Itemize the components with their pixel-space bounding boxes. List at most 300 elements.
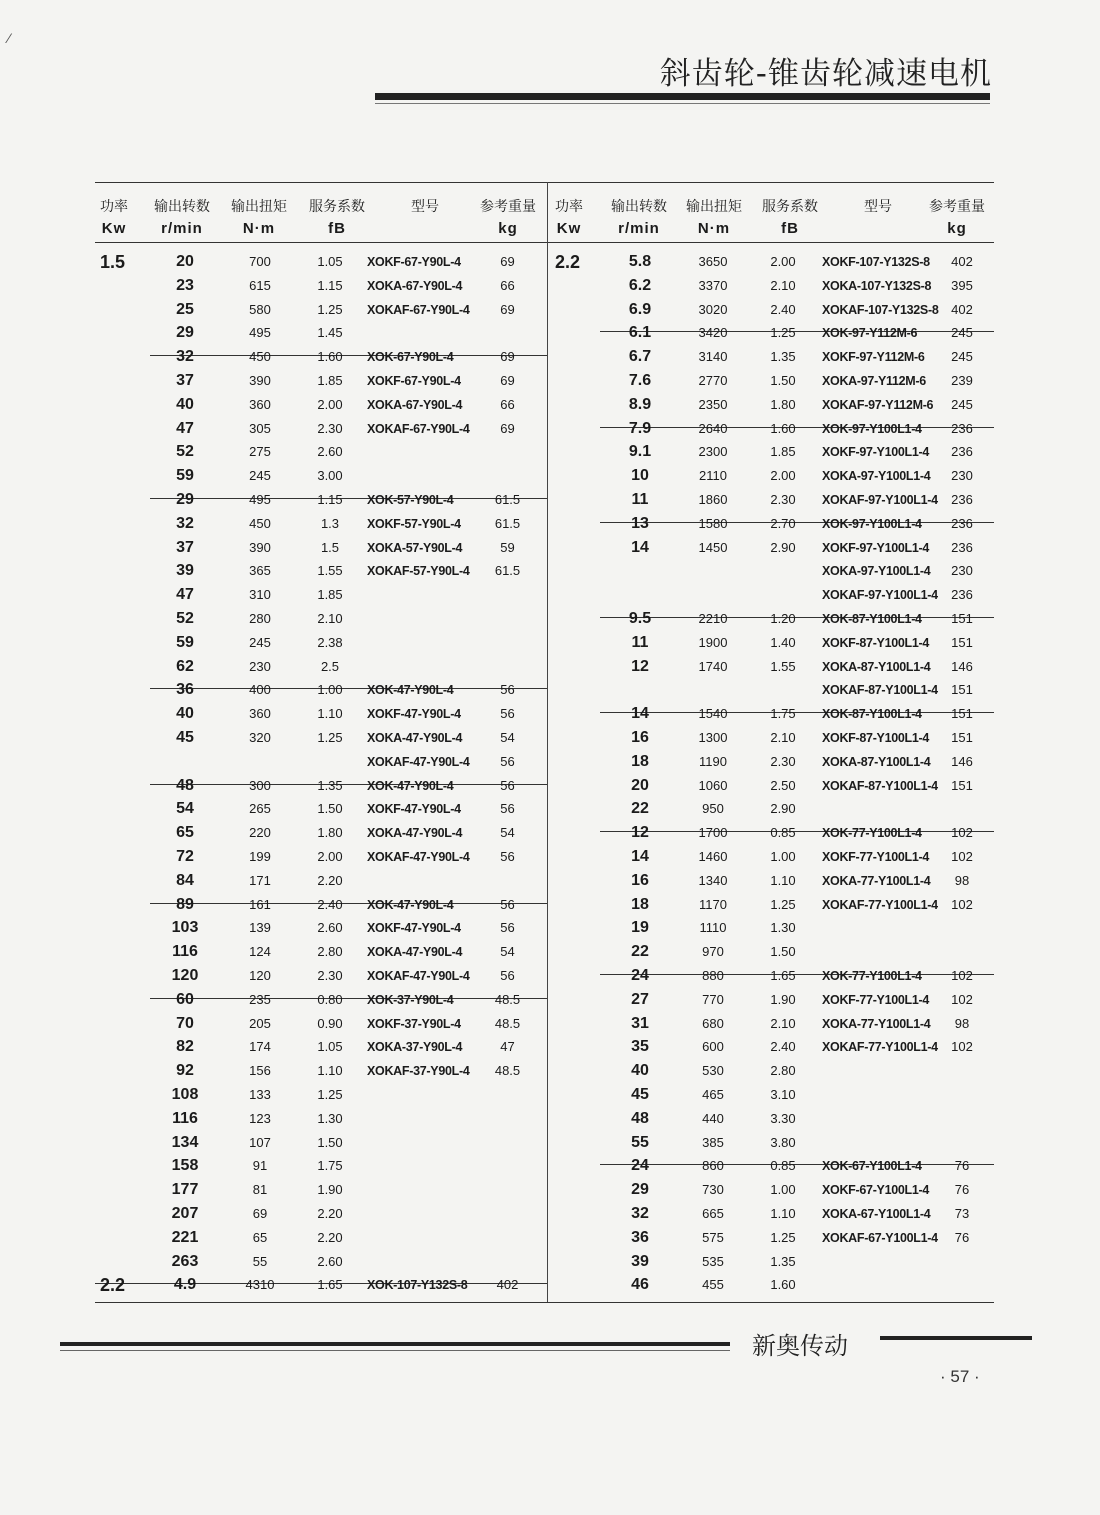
cell-model: XOKAF-97-Y100L1-4 — [822, 493, 938, 507]
table-row — [548, 369, 994, 393]
cell-rpm: 47 — [176, 586, 194, 604]
cell-rpm: 60 — [176, 990, 194, 1008]
cell-kg: 102 — [951, 896, 973, 912]
cell-model: XOKA-57-Y90L-4 — [367, 540, 463, 555]
table-row — [95, 821, 547, 845]
cell-rpm: 48 — [631, 1109, 649, 1127]
cell-model: XOKAF-97-Y112M-6 — [822, 397, 934, 412]
cell-rpm: 14 — [631, 848, 649, 865]
cell-fb: 2.10 — [770, 730, 796, 745]
cell-nm: 950 — [702, 801, 724, 817]
cell-rpm: 13 — [631, 514, 649, 532]
cell-fb: 1.15 — [317, 492, 343, 507]
cell-fb: 1.00 — [317, 682, 343, 698]
cell-nm: 265 — [249, 801, 271, 817]
cell-model: XOKA-77-Y100L1-4 — [822, 873, 931, 888]
cell-fb: 2.10 — [770, 277, 796, 293]
cell-kg: 236 — [951, 444, 973, 460]
cell-fb: 2.40 — [770, 1039, 796, 1055]
header-kw: 功率 Kw — [555, 199, 583, 237]
cell-kg: 54 — [500, 825, 515, 841]
cell-fb: 2.80 — [770, 1063, 796, 1079]
cell-model: XOKA-47-Y90L-4 — [367, 731, 463, 745]
cell-model: XOK-67-Y100L1-4 — [822, 1159, 922, 1174]
cell-model: XOKAF-67-Y90L-4 — [367, 302, 470, 317]
cell-nm: 575 — [702, 1229, 724, 1245]
cell-fb: 2.40 — [317, 896, 343, 912]
cell-model: XOKF-87-Y100L1-4 — [822, 635, 930, 650]
table-row — [95, 274, 547, 298]
cell-rpm: 32 — [176, 348, 194, 366]
cell-rpm: 18 — [631, 752, 649, 770]
cell-fb: 1.75 — [770, 706, 796, 722]
table-row — [95, 678, 547, 702]
cell-fb: 1.35 — [770, 1253, 796, 1269]
cell-kg: 69 — [500, 301, 515, 317]
table-row — [548, 583, 994, 607]
cell-fb: 2.70 — [770, 515, 796, 531]
table-row — [95, 655, 547, 679]
cell-nm: 91 — [252, 1158, 268, 1174]
header-model: 型号 — [864, 199, 892, 215]
table-row — [95, 536, 547, 560]
cell-rpm: 52 — [176, 610, 194, 627]
table-row — [95, 940, 547, 964]
cell-fb: 1.50 — [317, 801, 343, 817]
footer-rule-thin — [60, 1350, 730, 1351]
cell-kg: 56 — [500, 801, 515, 817]
cell-rpm: 25 — [176, 300, 194, 318]
cell-fb: 2.60 — [317, 444, 343, 460]
cell-fb: 1.25 — [317, 301, 343, 317]
cell-rpm: 12 — [631, 824, 649, 842]
table-row — [548, 678, 994, 702]
cell-nm: 55 — [252, 1253, 268, 1269]
cell-model: XOK-87-Y100L1-4 — [822, 612, 922, 626]
cell-rpm: 40 — [631, 1062, 649, 1080]
table-row — [95, 417, 547, 441]
cell-model: XOKAF-57-Y90L-4 — [367, 564, 470, 579]
cell-fb: 1.00 — [770, 1182, 796, 1198]
cell-fb: 1.55 — [770, 658, 796, 674]
cell-fb: 1.65 — [770, 968, 796, 983]
cell-rpm: 6.9 — [628, 300, 652, 318]
cell-kg: 236 — [951, 420, 973, 436]
cell-model: XOKF-57-Y90L-4 — [367, 516, 461, 531]
cell-nm: 1700 — [698, 825, 728, 841]
cell-nm: 1450 — [698, 539, 728, 555]
cell-model: XOKF-47-Y90L-4 — [367, 921, 461, 936]
table-row — [95, 1107, 547, 1131]
cell-rpm: 62 — [176, 657, 194, 675]
footer-rule — [60, 1342, 730, 1346]
cell-rpm: 263 — [171, 1252, 199, 1270]
cell-kg: 61.5 — [494, 515, 521, 531]
cell-fb: 2.30 — [317, 420, 343, 436]
cell-fb: 2.20 — [317, 872, 343, 888]
cell-rpm: 82 — [176, 1038, 194, 1056]
cell-model: XOKAF-67-Y100L1-4 — [822, 1230, 938, 1245]
header-rule — [95, 242, 547, 243]
cell-model: XOK-57-Y90L-4 — [367, 493, 454, 507]
cell-model: XOKAF-107-Y132S-8 — [822, 302, 939, 317]
cell-nm: 300 — [249, 777, 271, 793]
cell-fb: 2.90 — [770, 801, 796, 817]
cell-rpm: 19 — [631, 919, 649, 937]
cell-kg: 66 — [500, 277, 515, 293]
table-row — [95, 631, 547, 655]
table-row — [548, 1178, 994, 1202]
cell-nm: 3650 — [698, 254, 728, 269]
cell-fb: 1.85 — [770, 444, 796, 460]
cell-nm: 3370 — [698, 277, 728, 293]
table-row — [548, 298, 994, 322]
table-row — [95, 726, 547, 750]
cell-nm: 310 — [249, 587, 271, 603]
cell-kg: 69 — [500, 373, 515, 388]
cell-fb: 1.25 — [317, 1087, 343, 1102]
table-row — [548, 988, 994, 1012]
cell-nm: 245 — [249, 634, 271, 650]
cell-fb: 2.00 — [770, 254, 796, 269]
cell-fb: 1.55 — [317, 563, 343, 579]
table-row — [548, 1273, 994, 1297]
cell-rpm: 47 — [176, 419, 194, 437]
cell-kg: 146 — [951, 753, 973, 769]
table-row — [548, 488, 994, 512]
cell-nm: 220 — [249, 825, 271, 841]
cell-rpm: 29 — [176, 324, 194, 342]
cell-rpm: 54 — [176, 800, 194, 818]
table-header — [95, 196, 547, 244]
cell-kg: 102 — [951, 968, 973, 983]
cell-rpm: 48 — [176, 776, 194, 794]
cell-nm: 1300 — [698, 730, 728, 745]
cell-fb: 2.20 — [317, 1206, 343, 1221]
cell-kg: 48.5 — [494, 1015, 521, 1031]
cell-model: XOKA-97-Y100L1-4 — [822, 469, 931, 484]
cell-kg: 56 — [500, 920, 515, 936]
cell-model: XOKA-87-Y100L1-4 — [822, 659, 931, 674]
table-top-rule — [95, 182, 547, 183]
cell-rpm: 46 — [631, 1276, 649, 1294]
cell-nm: 139 — [249, 920, 271, 936]
cell-rpm: 31 — [631, 1014, 649, 1032]
table-top-rule — [548, 182, 994, 183]
cell-rpm: 37 — [176, 538, 194, 556]
cell-model: XOKAF-37-Y90L-4 — [367, 1064, 470, 1079]
cell-kg: 76 — [954, 1229, 970, 1245]
cell-rpm: 7.9 — [628, 419, 652, 437]
table-row — [548, 821, 994, 845]
cell-kg: 245 — [951, 349, 973, 365]
table-row — [95, 1154, 547, 1178]
cell-nm: 199 — [249, 849, 271, 864]
header-model: 型号 — [411, 199, 439, 215]
cell-fb: 2.50 — [770, 777, 796, 793]
cell-fb: 2.10 — [317, 611, 343, 626]
cell-nm: 120 — [249, 968, 271, 983]
crop-mark: ⁄ — [8, 30, 11, 46]
table-row — [548, 321, 994, 345]
cell-model: XOK-87-Y100L1-4 — [822, 707, 922, 722]
table-row — [548, 1083, 994, 1107]
cell-rpm: 120 — [171, 967, 199, 984]
cell-model: XOKAF-77-Y100L1-4 — [822, 897, 938, 912]
cell-rpm: 45 — [631, 1086, 649, 1103]
cell-nm: 1190 — [699, 753, 727, 769]
cell-model: XOKF-67-Y100L1-4 — [822, 1183, 930, 1198]
cell-fb: 1.10 — [317, 706, 343, 722]
cell-nm: 2640 — [698, 420, 728, 436]
table-row — [95, 250, 547, 274]
cell-rpm: 12 — [631, 657, 649, 675]
cell-rpm: 6.7 — [628, 348, 652, 366]
cell-fb: 1.25 — [770, 896, 796, 912]
cell-fb: 0.80 — [317, 991, 343, 1007]
cell-model: XOKF-37-Y90L-4 — [367, 1016, 461, 1031]
cell-nm: 1110 — [699, 920, 727, 936]
table-row — [95, 345, 547, 369]
cell-model: XOKA-47-Y90L-4 — [367, 945, 463, 960]
table-row — [95, 1178, 547, 1202]
table-row — [548, 345, 994, 369]
cell-kw: 2.2 — [555, 252, 581, 272]
cell-nm: 205 — [249, 1015, 271, 1031]
table-row — [95, 1226, 547, 1250]
cell-fb: 1.00 — [770, 849, 796, 864]
cell-fb: 2.90 — [770, 539, 796, 555]
cell-model: XOKAF-87-Y100L1-4 — [822, 778, 938, 793]
cell-fb: 1.60 — [317, 349, 343, 365]
cell-fb: 1.10 — [770, 1206, 796, 1221]
table-row — [548, 250, 994, 274]
table-row — [95, 1059, 547, 1083]
cell-model: XOKA-67-Y90L-4 — [367, 278, 463, 293]
table-row — [548, 869, 994, 893]
table-row — [548, 1250, 994, 1274]
cell-kg: 102 — [951, 825, 973, 841]
cell-fb: 1.35 — [317, 777, 343, 793]
cell-nm: 770 — [702, 991, 724, 1007]
cell-rpm: 84 — [176, 871, 194, 889]
cell-kg: 151 — [951, 706, 973, 722]
cell-nm: 970 — [702, 944, 724, 960]
cell-model: XOKAF-97-Y100L1-4 — [822, 588, 938, 603]
cell-model: XOK-77-Y100L1-4 — [822, 969, 922, 983]
cell-kg: 239 — [951, 373, 973, 388]
cell-fb: 2.38 — [317, 634, 343, 650]
table-row — [95, 512, 547, 536]
cell-nm: 305 — [249, 420, 271, 436]
cell-kg: 102 — [951, 849, 973, 864]
page-number: · 57 · — [940, 1367, 980, 1386]
cell-rpm: 59 — [176, 467, 194, 485]
cell-nm: 860 — [702, 1158, 724, 1174]
cell-fb: 1.40 — [770, 634, 796, 650]
cell-fb: 1.65 — [317, 1277, 343, 1293]
cell-nm: 1170 — [699, 896, 727, 912]
cell-nm: 2300 — [698, 444, 728, 460]
cell-nm: 390 — [249, 539, 271, 555]
cell-rpm: 20 — [631, 776, 649, 794]
cell-model: XOK-77-Y100L1-4 — [822, 826, 922, 841]
cell-kg: 230 — [951, 563, 973, 579]
header-kw: 功率 Kw — [100, 199, 128, 237]
cell-fb: 1.85 — [317, 373, 343, 388]
header-rpm: 输出转数 r/min — [611, 199, 667, 237]
header-nm: 输出扭矩 N·m — [686, 199, 742, 237]
table-row — [548, 940, 994, 964]
cell-model: XOKF-67-Y90L-4 — [367, 374, 461, 388]
cell-model: XOKA-87-Y100L1-4 — [822, 754, 931, 769]
cell-kg: 76 — [954, 1158, 970, 1174]
cell-model: XOKF-47-Y90L-4 — [367, 802, 461, 817]
cell-kg: 66 — [500, 396, 515, 412]
cell-kg: 245 — [951, 325, 973, 341]
cell-fb: 1.30 — [317, 1110, 343, 1126]
cell-fb: 1.60 — [770, 1277, 796, 1293]
table-row — [548, 1107, 994, 1131]
cell-model: XOK-47-Y90L-4 — [367, 778, 454, 793]
cell-model: XOKA-67-Y90L-4 — [367, 397, 463, 412]
table-row — [95, 750, 547, 774]
table-row — [548, 845, 994, 869]
cell-model: XOK-97-Y112M-6 — [822, 326, 918, 341]
cell-kg: 151 — [951, 682, 973, 698]
cell-rpm: 35 — [631, 1038, 649, 1056]
table-row — [548, 774, 994, 798]
cell-rpm: 55 — [631, 1133, 649, 1151]
cell-kg: 236 — [951, 492, 973, 507]
cell-nm: 171 — [249, 872, 271, 888]
cell-model: XOK-97-Y100L1-4 — [822, 421, 922, 436]
cell-model: XOKF-47-Y90L-4 — [367, 707, 461, 722]
cell-fb: 2.30 — [770, 753, 796, 769]
cell-model: XOK-67-Y90L-4 — [367, 350, 454, 365]
cell-rpm: 7.6 — [628, 372, 652, 389]
cell-model: XOKAF-47-Y90L-4 — [367, 850, 470, 864]
cell-model: XOKA-97-Y112M-6 — [822, 374, 926, 388]
table-row — [548, 964, 994, 988]
cell-nm: 385 — [702, 1134, 724, 1150]
cell-model: XOKA-107-Y132S-8 — [822, 278, 932, 293]
cell-kg: 98 — [954, 872, 970, 888]
cell-model: XOKA-77-Y100L1-4 — [822, 1016, 931, 1031]
cell-nm: 156 — [249, 1063, 271, 1079]
cell-rpm: 29 — [631, 1181, 649, 1199]
cell-rpm: 10 — [631, 467, 649, 485]
cell-rpm: 24 — [631, 967, 649, 984]
cell-fb: 1.90 — [317, 1182, 343, 1198]
cell-model: XOKA-67-Y100L1-4 — [822, 1207, 931, 1221]
table-row — [95, 1083, 547, 1107]
cell-fb: 2.10 — [770, 1015, 796, 1031]
cell-kg: 69 — [500, 254, 515, 269]
cell-kg: 56 — [500, 682, 515, 698]
cell-rpm: 4.9 — [173, 1276, 197, 1294]
cell-fb: 3.80 — [770, 1134, 796, 1150]
cell-nm: 1860 — [698, 492, 728, 507]
cell-rpm: 65 — [176, 824, 194, 842]
cell-fb: 1.10 — [317, 1063, 343, 1079]
footer-rule — [880, 1336, 1032, 1340]
cell-fb: 1.30 — [770, 920, 796, 936]
cell-kg: 151 — [951, 611, 973, 626]
table-row — [548, 750, 994, 774]
table-row — [548, 916, 994, 940]
cell-model: XOKAF-77-Y100L1-4 — [822, 1040, 938, 1055]
cell-nm: 495 — [249, 492, 271, 507]
cell-nm: 450 — [249, 515, 271, 531]
cell-rpm: 45 — [176, 729, 194, 746]
cell-fb: 2.40 — [770, 301, 796, 317]
table-row — [95, 393, 547, 417]
cell-kw: 1.5 — [100, 252, 126, 272]
cell-nm: 123 — [249, 1110, 271, 1126]
cell-model: XOKAF-47-Y90L-4 — [367, 754, 470, 769]
title-rule-thin — [375, 103, 990, 104]
table-row — [95, 916, 547, 940]
table-row — [95, 845, 547, 869]
cell-rpm: 221 — [171, 1228, 199, 1246]
cell-fb: 0.85 — [770, 1158, 796, 1174]
cell-rpm: 27 — [631, 990, 649, 1008]
cell-nm: 700 — [249, 254, 271, 269]
cell-kg: 395 — [951, 277, 973, 293]
cell-rpm: 207 — [171, 1205, 199, 1222]
table-row — [548, 631, 994, 655]
cell-model: XOK-47-Y90L-4 — [367, 683, 454, 698]
cell-nm: 365 — [249, 563, 271, 579]
cell-model: XOK-47-Y90L-4 — [367, 897, 454, 912]
table-row — [548, 1131, 994, 1155]
table-row — [95, 583, 547, 607]
header-kg: 参考重量 kg — [929, 199, 985, 237]
table-row — [548, 726, 994, 750]
cell-fb: 1.50 — [770, 944, 796, 960]
cell-fb: 2.30 — [770, 492, 796, 507]
cell-kg: 73 — [954, 1206, 970, 1221]
cell-kg: 54 — [500, 944, 515, 960]
table-row — [95, 964, 547, 988]
cell-model: XOKF-77-Y100L1-4 — [822, 850, 930, 864]
cell-nm: 360 — [249, 706, 271, 722]
cell-rpm: 5.8 — [628, 253, 652, 270]
cell-rpm: 32 — [176, 514, 194, 532]
table-row — [548, 440, 994, 464]
cell-fb: 1.50 — [317, 1134, 343, 1150]
cell-nm: 280 — [249, 611, 271, 626]
cell-rpm: 8.9 — [628, 395, 652, 413]
cell-rpm: 18 — [631, 895, 649, 913]
cell-nm: 360 — [249, 396, 271, 412]
table-row — [95, 893, 547, 917]
cell-nm: 665 — [702, 1206, 724, 1221]
cell-nm: 320 — [249, 730, 271, 745]
cell-nm: 2110 — [699, 468, 727, 484]
cell-rpm: 39 — [631, 1252, 649, 1270]
cell-rpm: 9.1 — [628, 443, 652, 461]
cell-model: XOKF-97-Y100L1-4 — [822, 540, 930, 555]
table-row — [548, 464, 994, 488]
header-rule — [548, 242, 994, 243]
cell-fb: 2.00 — [770, 468, 796, 484]
cell-model: XOK-37-Y90L-4 — [367, 992, 454, 1007]
cell-rpm: 134 — [171, 1133, 199, 1151]
cell-kg: 146 — [951, 658, 973, 674]
cell-kw: 2.2 — [100, 1275, 126, 1296]
